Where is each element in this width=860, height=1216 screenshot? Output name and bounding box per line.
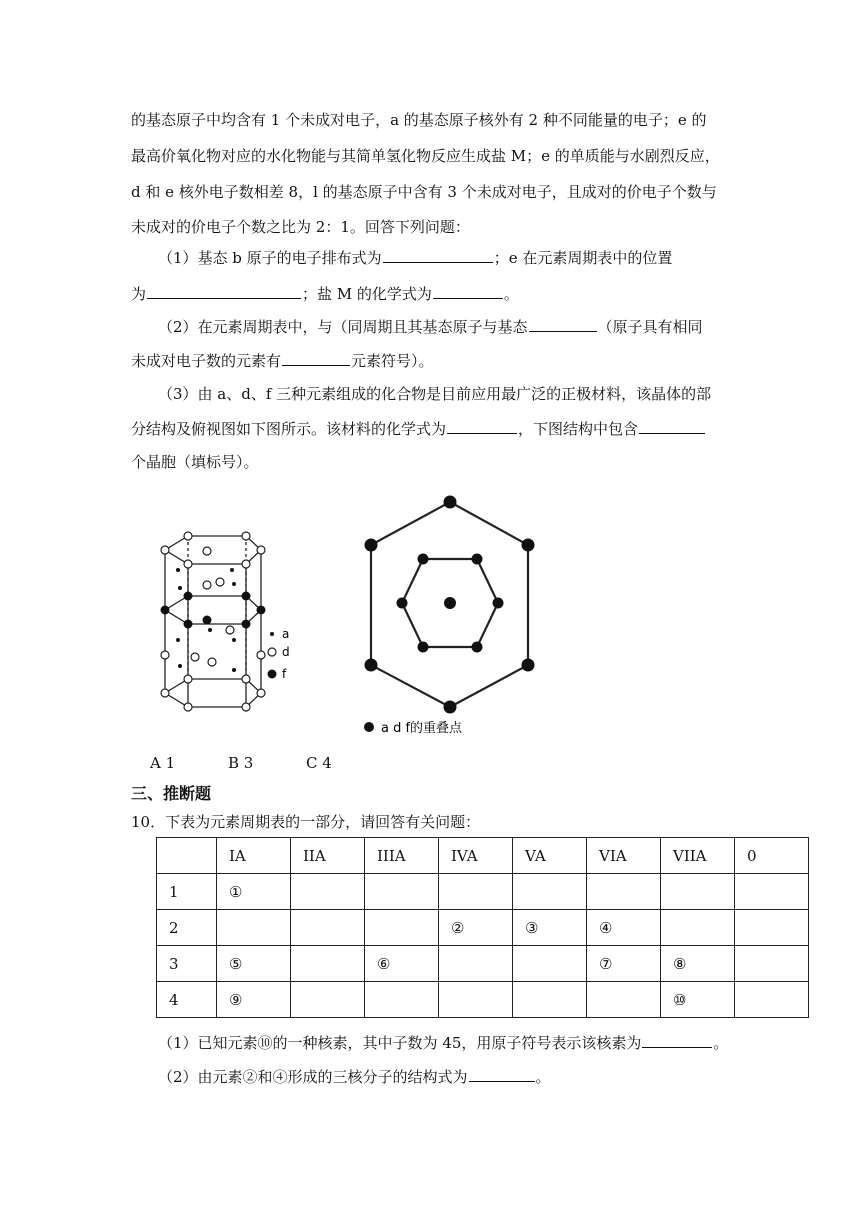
q1-text-b: ；e 在元素周期表中的位置	[493, 249, 673, 267]
q3-line-3: 个晶胞（填标号）。	[131, 453, 259, 471]
table-cell: ④	[587, 910, 661, 946]
table-cell	[513, 946, 587, 982]
q10-sub1-text: （1）已知元素⑩的一种核素，其中子数为 45，用原子符号表示该核素为	[158, 1034, 642, 1052]
legend-f-marker	[268, 670, 277, 679]
answer-blank[interactable]	[469, 1066, 535, 1082]
table-header-cell: IA	[217, 838, 291, 874]
q10-sub2-text: （2）由元素②和④形成的三核分子的结构式为	[158, 1068, 468, 1086]
q2-text-b: （原子具有相同	[597, 318, 703, 336]
table-cell	[365, 874, 439, 910]
table-cell	[587, 874, 661, 910]
table-cell	[291, 946, 365, 982]
table-cell: 4	[157, 982, 217, 1018]
table-cell: ⑩	[661, 982, 735, 1018]
legend-f: f	[282, 667, 287, 681]
table-row	[157, 874, 809, 910]
answer-blank[interactable]	[639, 418, 705, 434]
option-c[interactable]: C 4	[306, 754, 332, 772]
table-cell	[513, 874, 587, 910]
table-cell	[439, 982, 513, 1018]
top-view-caption: a d f的重叠点	[381, 721, 463, 736]
q2-text-c: 未成对电子数的元素有	[131, 352, 282, 370]
table-cell	[439, 946, 513, 982]
table-cell: ⑨	[217, 982, 291, 1018]
table-cell: 3	[157, 946, 217, 982]
legend-d-marker	[268, 648, 276, 656]
answer-blank[interactable]	[529, 316, 597, 332]
option-b[interactable]: B 3	[228, 754, 254, 772]
q3-line-1: （3）由 a、d、f 三种元素组成的化合物是目前应用最广泛的正极材料，该晶体的部	[158, 385, 712, 403]
q10-stem: 10．下表为元素周期表的一部分，请回答有关问题：	[131, 813, 481, 831]
paragraph-line-3: d 和 e 核外电子数相差 8，l 的基态原子中含有 3 个未成对电子，且成对的价电子个数与	[131, 183, 717, 201]
table-header-row	[157, 838, 809, 874]
paragraph-line-4: 未成对的价电子个数之比为 2：1。回答下列问题：	[131, 218, 470, 236]
q3-text-c: ，下图结构中包含	[518, 420, 639, 438]
q10-sub2	[158, 1066, 551, 1087]
legend-a-marker	[270, 632, 274, 636]
q1-text-a: （1）基态 b 原子的电子排布式为	[158, 249, 382, 267]
legend-d: d	[282, 645, 290, 659]
table-cell	[365, 982, 439, 1018]
table-row	[157, 910, 809, 946]
table-cell: ⑤	[217, 946, 291, 982]
q1-line-2	[131, 283, 519, 304]
table-cell: ①	[217, 874, 291, 910]
crystal-top-view	[355, 495, 545, 740]
table-cell	[513, 982, 587, 1018]
table-cell	[439, 874, 513, 910]
periodic-table	[156, 837, 809, 1018]
q3-line-2	[131, 418, 706, 439]
table-cell	[291, 874, 365, 910]
table-header-cell: IIIA	[365, 838, 439, 874]
table-header-cell: IIA	[291, 838, 365, 874]
q1-text-c: 为	[131, 285, 147, 303]
table-cell	[735, 946, 809, 982]
q10-sub1	[158, 1032, 728, 1053]
table-header-cell: IVA	[439, 838, 513, 874]
table-header-cell: VIA	[587, 838, 661, 874]
table-cell	[365, 910, 439, 946]
table-cell: ⑦	[587, 946, 661, 982]
table-row	[157, 982, 809, 1018]
q2-text-d: 元素符号）。	[351, 352, 434, 370]
table-cell	[735, 982, 809, 1018]
q10-sub1-end: 。	[713, 1034, 729, 1052]
table-cell: ②	[439, 910, 513, 946]
answer-blank[interactable]	[282, 350, 350, 366]
q3-text-b: 分结构及俯视图如下图所示。该材料的化学式为	[131, 420, 447, 438]
table-cell	[661, 910, 735, 946]
table-header-cell: VA	[513, 838, 587, 874]
table-cell	[217, 910, 291, 946]
q10-sub2-end: 。	[535, 1068, 551, 1086]
legend-a: a	[282, 627, 290, 641]
table-header-cell: VIIA	[661, 838, 735, 874]
option-a[interactable]: A 1	[150, 754, 176, 772]
answer-blank[interactable]	[447, 418, 517, 434]
table-cell: 1	[157, 874, 217, 910]
section-title: 三、推断题	[131, 784, 212, 803]
table-header-cell	[157, 838, 217, 874]
q2-text-a: （2）在元素周期表中，与（同周期且其基态原子与基态	[158, 318, 528, 336]
q1-text-e: 。	[503, 285, 519, 303]
q1-text-d: ；盐 M 的化学式为	[302, 285, 432, 303]
table-cell	[291, 910, 365, 946]
table-cell: ⑥	[365, 946, 439, 982]
table-cell: ⑧	[661, 946, 735, 982]
table-cell	[587, 982, 661, 1018]
table-cell	[291, 982, 365, 1018]
table-cell	[735, 910, 809, 946]
table-header-cell: 0	[735, 838, 809, 874]
answer-blank[interactable]	[433, 283, 503, 299]
q1-line-1	[158, 247, 672, 268]
table-cell	[735, 874, 809, 910]
answer-blank[interactable]	[147, 283, 301, 299]
table-cell	[661, 874, 735, 910]
q2-line-2	[131, 350, 434, 371]
q2-line-1	[158, 316, 703, 337]
table-cell: ③	[513, 910, 587, 946]
answer-blank[interactable]	[642, 1032, 712, 1048]
answer-blank[interactable]	[383, 247, 493, 263]
table-cell: 2	[157, 910, 217, 946]
table-row	[157, 946, 809, 982]
paragraph-line-1: 的基态原子中均含有 1 个未成对电子，a 的基态原子核外有 2 种不同能量的电子；e 的	[131, 111, 707, 129]
paragraph-line-2: 最高价氧化物对应的水化物能与其简单氢化物反应生成盐 M；e 的单质能与水剧烈反应，	[131, 147, 720, 165]
